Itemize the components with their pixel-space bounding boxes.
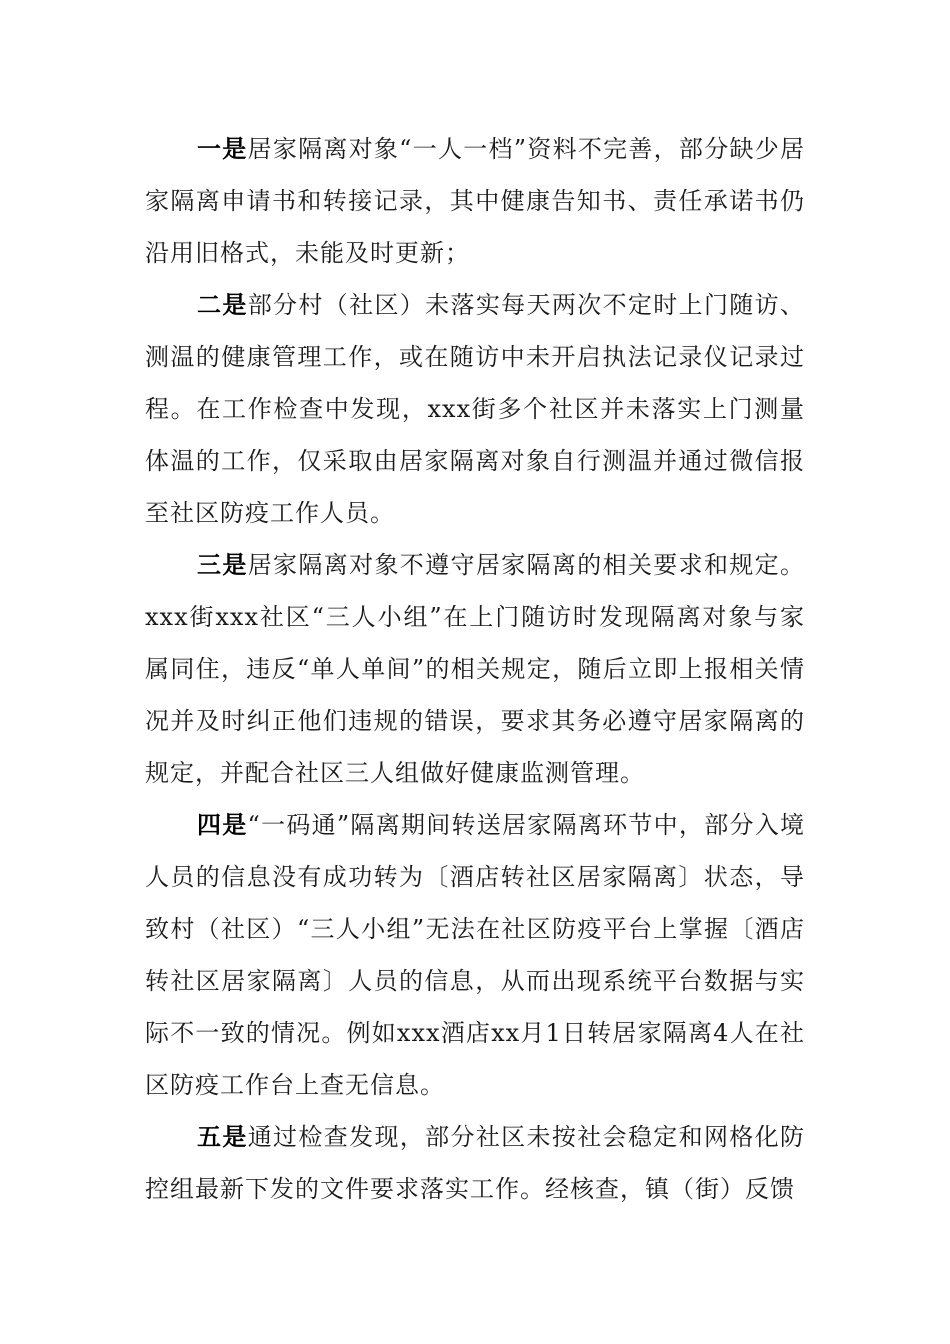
paragraph-text: 居家隔离对象“一人一档”资料不完善，部分缺少居家隔离申请书和转接记录，其中健康告知书、责任承诺书仍沿用旧格式，未能及时更新； (145, 135, 805, 267)
paragraph-lead: 二是 (197, 290, 248, 319)
paragraph-lead: 三是 (197, 550, 248, 579)
paragraph-2 (145, 279, 805, 539)
paragraph-1 (145, 123, 805, 279)
paragraph-text: 部分村（社区）未落实每天两次不定时上门随访、测温的健康管理工作，或在随访中未开启执法记录仪记录过程。在工作检查中发现，xxx街多个社区并未落实上门测量体温的工作，仅采取由居家隔离对象自行测温并通过微信报至社区防疫工作人员。 (145, 291, 806, 527)
paragraph-text: 通过检查发现，部分社区未按社会稳定和网格化防控组最新下发的文件要求落实工作。经核查，镇（街）反馈 (145, 1123, 806, 1203)
paragraph-3 (145, 539, 805, 799)
paragraph-lead: 一是 (197, 134, 248, 163)
paragraph-lead: 四是 (197, 810, 248, 839)
paragraph-lead: 五是 (197, 1122, 248, 1151)
paragraph-4 (145, 799, 805, 1111)
paragraph-5 (145, 1111, 805, 1215)
paragraph-text: 居家隔离对象不遵守居家隔离的相关要求和规定。xxx街xxx社区“三人小组”在上门随访时发现隔离对象与家属同住，违反“单人单间”的相关规定，随后立即上报相关情况并及时纠正他们违规的错误，要求其务必遵守居家隔离的规定，并配合社区三人组做好健康监测管理。 (145, 551, 806, 787)
paragraph-text: “一码通”隔离期间转送居家隔离环节中，部分入境人员的信息没有成功转为〔酒店转社区居家隔离〕状态，导致村（社区）“三人小组”无法在社区防疫平台上掌握〔酒店转社区居家隔离〕人员的信息，从而出现系统平台数据与实际不一致的情况。例如xxx酒店xx月1日转居家隔离4人在社区防疫工作台上查无信息。 (145, 811, 805, 1099)
document-body (145, 123, 805, 1215)
